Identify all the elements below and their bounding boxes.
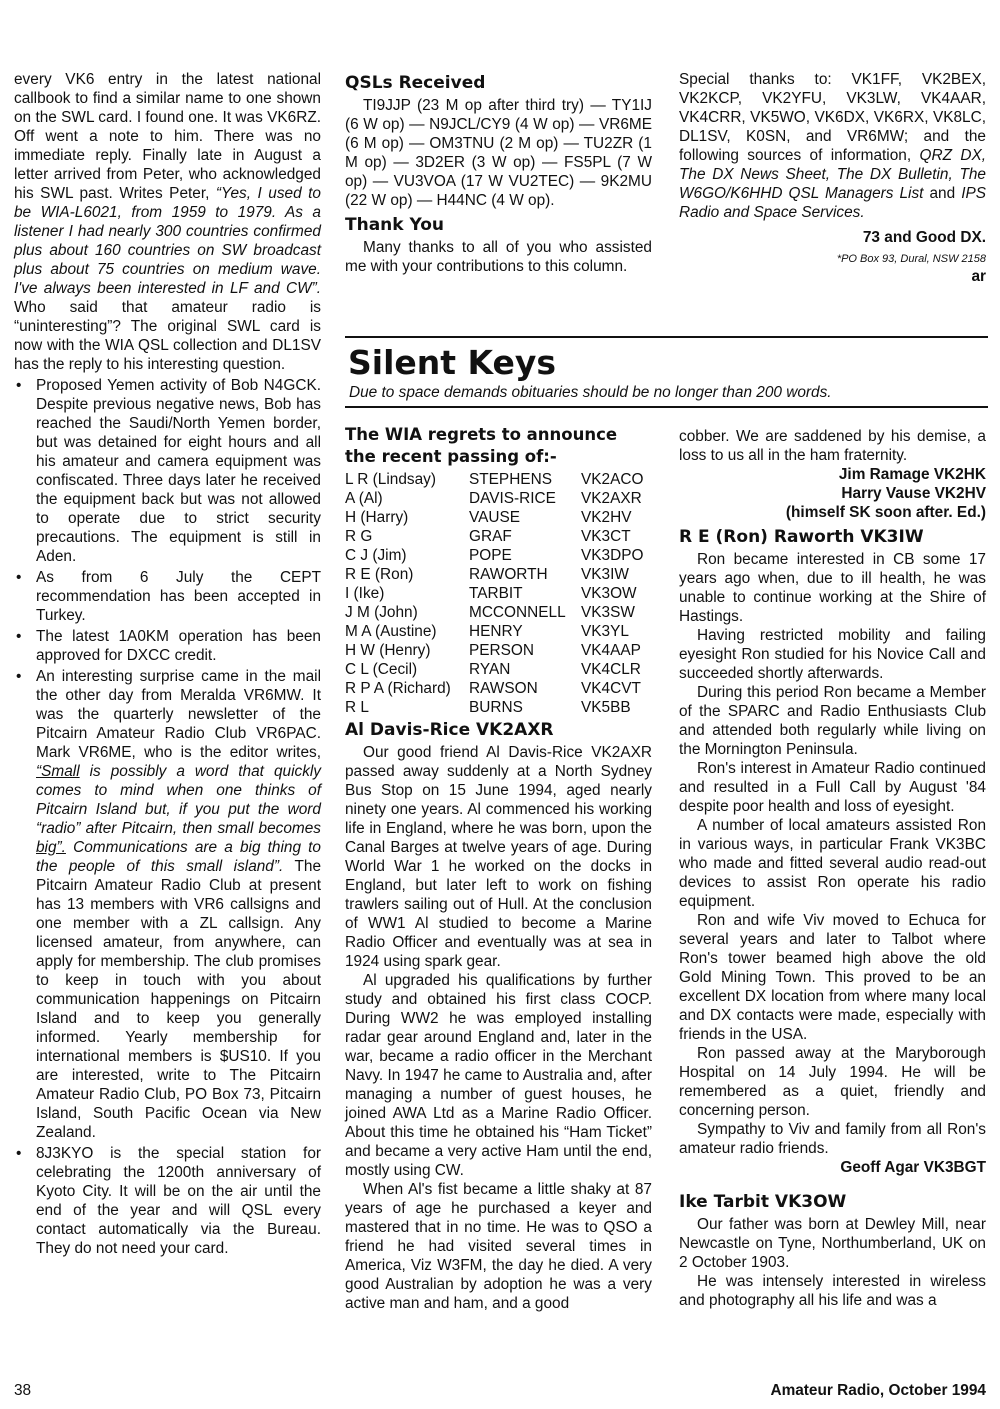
- special-thanks: Special thanks to: VK1FF, VK2BEX, VK2KCP, VK2YFU, VK3LW, VK4AAR, VK4CRR, VK5WO, VK6DX, VK6RX, VK8LC, DL1SV, K0SN, and VR6MW; and the following sources of information, QRZ DX, The DX News Sheet, The DX Bulletin, The W6GO/K6HHD QSL Managers List and IPS Radio and Space Services.: [679, 71, 987, 221]
- signature: Geoff Agar VK3BGT: [840, 1159, 986, 1176]
- column-right-top: [679, 70, 986, 286]
- al-paragraph: Our good friend Al Davis-Rice VK2AXR passed away suddenly at a North Sydney Bus Stop on 15 June 1994, aged nearly ninety one years. Al commenced his working life in England, where he was born, upon the Canal Barges at twelve years of age. During World War 1 he worked on the docks in England, but later left to work on fishing trawlers sailing out of Hull. At the conclusion of WW1 Al studied to become a Marine Radio Officer and eventually was at sea in 1924 using spark gear.: [345, 744, 652, 970]
- ron-heading: R E (Ron) Raworth VK3IW: [679, 527, 924, 547]
- member-surname: MCCONNELL: [469, 604, 566, 621]
- member-callsign: VK5BB: [581, 699, 631, 716]
- column-middle-lower: [345, 424, 652, 1313]
- ron-paragraph: Ron passed away at the Maryborough Hospital on 14 July 1994. He will be remembered as a quiet, friendly and concerning person.: [679, 1045, 986, 1119]
- table-row: [345, 546, 652, 565]
- member-surname: BURNS: [469, 699, 523, 716]
- ron-paragraph: Sympathy to Viv and family from all Ron's amateur radio friends.: [679, 1121, 986, 1157]
- al-paragraph-cont: cobber. We are saddened by his demise, a loss to us all in the ham fraternity.: [679, 428, 986, 464]
- member-surname: PERSON: [469, 642, 534, 659]
- page-number: 38: [14, 1382, 32, 1399]
- member-name: L R (Lindsay): [345, 471, 436, 488]
- member-surname: TARBIT: [469, 585, 523, 602]
- page-title: Silent Keys: [348, 343, 557, 382]
- wia-heading: The WIA regrets to announce the recent passing of:-: [345, 425, 618, 466]
- member-surname: RAWORTH: [469, 566, 548, 583]
- section-rule: [345, 406, 988, 408]
- member-callsign: VK4CVT: [581, 680, 641, 697]
- column-left: [14, 70, 321, 1258]
- list-item: • An interesting surprise came in the mail the other day from Meralda VR6MW. It was the quarterly newsletter of the Pitcairn Amateur Radio Club VR6PAC. Mark VR6ME, who is the editor writes, “Small is possibly a word that quickly comes to mind when one thinks of Pitcairn Island but, if you put the word “radio” after Pitcairn, then small becomes big”. Communications are a big thing to the people of this small island”. The Pitcairn Amateur Radio Club at present has 13 members with VR6 callsigns and one member with a ZL callsign. Any licensed amateur, from anywhere, can apply for membership. The club promises to keep in touch with you about communication happenings on Pitcairn Island and to keep you generally informed. Yearly membership for international members is $US10. If you are interested, write to The Pitcairn Amateur Radio Club, PO Box 73, Pitcairn Island, South Pacific Ocean via New Zealand.: [14, 667, 321, 1142]
- end-mark: ar: [971, 268, 986, 285]
- member-callsign: VK4AAP: [581, 642, 641, 659]
- member-callsign: VK2ACO: [581, 471, 644, 488]
- member-callsign: VK3IW: [581, 566, 629, 583]
- member-callsign: VK4CLR: [581, 661, 641, 678]
- member-name: H (Harry): [345, 509, 409, 526]
- member-surname: RAWSON: [469, 680, 538, 697]
- member-name: H W (Henry): [345, 642, 431, 659]
- author-address: *PO Box 93, Dural, NSW 2158: [836, 253, 986, 265]
- thanks-text: Many thanks to all of you who assisted me with your contributions to this column.: [345, 239, 652, 275]
- ron-paragraph: A number of local amateurs assisted Ron in various ways, in particular Frank VK3BC who made and fitted several audio read-out devices to assist Ron operate his radio equipment.: [679, 817, 986, 910]
- table-row: [345, 527, 652, 546]
- table-row: [345, 584, 652, 603]
- member-name: I (Ike): [345, 585, 385, 602]
- signature: Harry Vause VK2HV: [841, 485, 986, 502]
- editor-note: (himself SK soon after. Ed.): [785, 504, 986, 521]
- ron-paragraph: Having restricted mobility and failing eyesight Ron studied for his Novice Call and succeeded shortly afterwards.: [679, 627, 986, 682]
- ron-paragraph: During this period Ron became a Member of the SPARC and Radio Enthusiasts Club and attended both regularly while living on the Mornington Peninsula.: [679, 684, 986, 758]
- member-surname: STEPHENS: [469, 471, 552, 488]
- table-row: [345, 489, 652, 508]
- swl-story: every VK6 entry in the latest national callbook to find a similar name to one shown on the SWL card. I found one. It was VK6RZ. Off went a note to him. There was no immediate reply. Finally late in August a letter arrived from Peter, who acknowledged his SWL past. Writes Peter, “Yes, I used to be WIA-L6021, from 1959 to 1979. As a listener I had nearly 300 countries confirmed plus about 160 countries on SW broadcast plus about 75 countries on medium wave. I've always been interested in LF and CW”. Who said that amateur radio is “uninteresting”? The original SWL card is now with the WIA QSL collection and DL1SV has the reply to his interesting question.: [14, 71, 321, 373]
- table-row: [345, 660, 652, 679]
- list-item: • The latest 1A0KM operation has been approved for DXCC credit.: [14, 627, 321, 665]
- member-name: M A (Austine): [345, 623, 437, 640]
- list-item: • 8J3KYO is the special station for celebrating the 1200th anniversary of Kyoto City. It will be on the air until the end of the year and will QSL every contact automatically via the Bureau. They do not need your card.: [14, 1144, 321, 1258]
- member-surname: DAVIS-RICE: [469, 490, 556, 507]
- member-surname: VAUSE: [469, 509, 521, 526]
- table-row: [345, 470, 652, 489]
- signature: Jim Ramage VK2HK: [838, 466, 986, 483]
- member-name: A (Al): [345, 490, 383, 507]
- member-name: R G: [345, 528, 373, 545]
- member-surname: HENRY: [469, 623, 523, 640]
- top-rule: [345, 336, 988, 338]
- member-callsign: VK3DPO: [581, 547, 644, 564]
- table-row: [345, 603, 652, 622]
- member-callsign: VK3SW: [581, 604, 635, 621]
- thanks-heading: Thank You: [345, 215, 445, 235]
- signoff: 73 and Good DX.: [862, 229, 986, 246]
- al-paragraph: When Al's fist became a little shaky at 87 years of age he purchased a keyer and mastered that in no time. He was to QSO a friend he had visited several times in America, Viz W3FM, the day he died. A very good Australian by adoption he was a very active man and ham, and a good: [345, 1181, 652, 1312]
- section-subtitle: Due to space demands obituaries should be no longer than 200 words.: [349, 384, 832, 401]
- member-name: R E (Ron): [345, 566, 414, 583]
- member-surname: RYAN: [469, 661, 511, 678]
- qsl-heading: QSLs Received: [345, 73, 486, 93]
- publication-footer: Amateur Radio, October 1994: [770, 1382, 986, 1399]
- passing-table: [345, 470, 652, 717]
- member-name: C L (Cecil): [345, 661, 418, 678]
- list-item: • As from 6 July the CEPT recommendation has been accepted in Turkey.: [14, 568, 321, 625]
- table-row: [345, 565, 652, 584]
- member-surname: GRAF: [469, 528, 512, 545]
- ike-paragraph: He was intensely interested in wireless and photography all his life and was a: [679, 1273, 986, 1309]
- column-right-lower: [679, 427, 986, 1310]
- member-callsign: VK2HV: [581, 509, 632, 526]
- ike-heading: Ike Tarbit VK3OW: [679, 1192, 847, 1212]
- table-row: [345, 641, 652, 660]
- peter-quote: “Yes, I used to be WIA-L6021, from 1959 to 1979. As a listener I had nearly 300 countries confirmed plus about 160 countries on SW broadcast plus about 75 countries on medium wave. I've always been interested in LF and CW”.: [14, 185, 321, 297]
- dx-news-list: [14, 376, 321, 1258]
- member-name: J M (John): [345, 604, 418, 621]
- table-row: [345, 622, 652, 641]
- ron-paragraph: Ron and wife Viv moved to Echuca for several years and later to Talbot where Ron's tower beamed high above the old Gold Mining Town. This proved to be an excellent DX location from where many local and DX contacts were made, especially with friends in the USA.: [679, 912, 986, 1043]
- member-callsign: VK3OW: [581, 585, 637, 602]
- member-callsign: VK3YL: [581, 623, 629, 640]
- qsl-list: TI9JJP (23 M op after third try) — TY1IJ (6 W op) — N9JCL/CY9 (4 W op) — VR6ME (6 M op) — OM3TNU (2 M op) — TU2ZR (1 M op) — 3D2ER (3 W op) — FS5PL (7 W op) — VU3VOA (17 W VU2TEC) — 9K2MU (22 W op) — H44NC (4 W op).: [345, 97, 652, 209]
- member-name: R P A (Richard): [345, 680, 451, 697]
- member-surname: POPE: [469, 547, 512, 564]
- ron-paragraph: Ron became interested in CB some 17 years ago when, due to ill health, he was unable to continue working at the Shire of Hastings.: [679, 551, 986, 625]
- member-callsign: VK2AXR: [581, 490, 642, 507]
- ron-paragraph: Ron's interest in Amateur Radio continued and resulted in a Full Call by August '84 despite poor health and loss of eyesight.: [679, 760, 986, 815]
- member-callsign: VK3CT: [581, 528, 631, 545]
- member-name: C J (Jim): [345, 547, 407, 564]
- column-middle-top: [345, 70, 652, 276]
- table-row: [345, 508, 652, 527]
- ike-paragraph: Our father was born at Dewley Mill, near Newcastle on Tyne, Northumberland, UK on 2 October 1903.: [679, 1216, 986, 1271]
- al-paragraph: Al upgraded his qualifications by further study and obtained his first class COCP. During WW2 he was employed installing radar gear around England and, later in the war, became a radio officer in the Merchant Navy. In 1947 he came to Australia and, after managing a number of guest houses, he joined AWA Ltd as a Marine Radio Officer. About this time he obtained his “Ham Ticket” and became a very active Ham until the end, mostly using CW.: [345, 972, 652, 1179]
- list-item: • Proposed Yemen activity of Bob N4GCK. Despite previous negative news, Bob has reached the Saudi/North Yemen border, but was detained for eight hours and all his amateur and camera equipment was confiscated. Three days later he received the equipment back but was not allowed to operate due to strict security precautions. The equipment is still in Aden.: [14, 376, 321, 566]
- table-row: [345, 679, 652, 698]
- al-heading: Al Davis-Rice VK2AXR: [345, 720, 554, 740]
- table-row: [345, 698, 652, 717]
- member-name: R L: [345, 699, 369, 716]
